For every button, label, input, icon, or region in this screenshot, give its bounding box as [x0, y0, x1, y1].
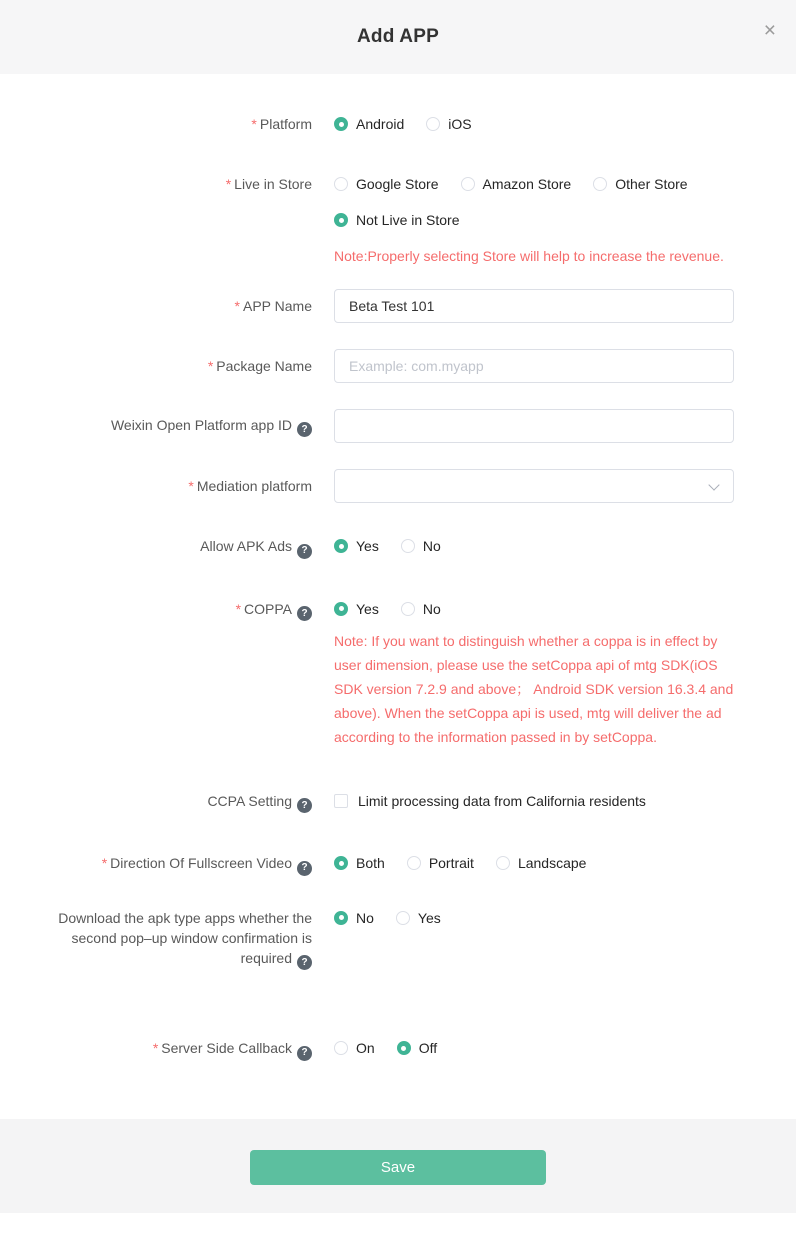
- server-side-callback-label: [40, 1038, 312, 1061]
- radio-label: Yes: [417, 909, 441, 926]
- radio-popup-yes[interactable]: [396, 908, 441, 928]
- radio-callback-off[interactable]: [397, 1038, 437, 1058]
- radio-unselected-icon: [334, 177, 348, 191]
- radio-google-store[interactable]: [334, 174, 439, 194]
- radio-label: Both: [356, 855, 385, 871]
- radio-label: Landscape: [517, 855, 587, 871]
- coppa-note: Note: If you want to distinguish whether a coppa is in effect by user dimension, please use the setCoppa api of mtg SDK(iOS SDK version 7.2.9 and above； Android SDK version 16.3.4 and above). When the setCoppa api is used, mtg will deliver the ad according to the information passed in by setCoppa.: [334, 632, 734, 745]
- checkbox-unchecked-icon: [334, 794, 348, 808]
- form-row-live-in-store: [40, 174, 734, 268]
- help-icon[interactable]: ?: [297, 606, 312, 621]
- radio-apk-ads-no[interactable]: [401, 536, 441, 556]
- form-row-ccpa-setting: [40, 791, 734, 814]
- radio-selected-icon: [334, 911, 348, 925]
- radio-unselected-icon: [461, 177, 475, 191]
- form-row-apk-second-popup: [40, 908, 734, 971]
- label-text: Package Name: [216, 358, 312, 374]
- radio-selected-icon: [397, 1041, 411, 1055]
- help-icon[interactable]: ?: [297, 861, 312, 876]
- radio-coppa-yes[interactable]: [334, 599, 379, 619]
- radio-label: Amazon Store: [482, 176, 572, 192]
- radio-selected-icon: [334, 856, 348, 870]
- fullscreen-video-direction-label: [40, 853, 312, 876]
- allow-apk-ads-label: [40, 536, 312, 559]
- form-row-weixin-app-id: [40, 409, 734, 443]
- radio-apk-ads-yes[interactable]: [334, 536, 379, 556]
- radio-android[interactable]: [334, 114, 404, 134]
- radio-unselected-icon: [593, 177, 607, 191]
- radio-amazon-store[interactable]: [461, 174, 572, 194]
- radio-unselected-icon: [396, 911, 410, 925]
- form-row-coppa: [40, 599, 734, 749]
- radio-label: No: [356, 909, 374, 926]
- label-text: Direction Of Fullscreen Video: [110, 855, 292, 871]
- save-button[interactable]: Save: [250, 1150, 546, 1185]
- radio-direction-both[interactable]: [334, 853, 385, 873]
- chevron-down-icon: [708, 479, 719, 490]
- dialog-body: [0, 74, 796, 1119]
- radio-label: Yes: [356, 538, 379, 554]
- form-row-platform: [40, 114, 734, 134]
- form-row-package-name: [40, 349, 734, 383]
- radio-label: Google Store: [356, 176, 439, 192]
- radio-label: On: [356, 1040, 375, 1056]
- mediation-platform-label: [40, 476, 312, 496]
- radio-label: Yes: [356, 600, 379, 617]
- help-icon[interactable]: ?: [297, 798, 312, 813]
- radio-coppa-no[interactable]: [401, 599, 441, 619]
- weixin-app-id-input[interactable]: [334, 409, 734, 443]
- radio-popup-no[interactable]: [334, 908, 374, 928]
- required-asterisk: *: [234, 298, 240, 314]
- help-icon[interactable]: ?: [297, 422, 312, 437]
- close-icon[interactable]: ×: [763, 19, 776, 42]
- label-text: Server Side Callback: [161, 1040, 292, 1056]
- required-asterisk: *: [251, 116, 257, 132]
- radio-selected-icon: [334, 117, 348, 131]
- radio-unselected-icon: [426, 117, 440, 131]
- required-asterisk: *: [235, 600, 242, 617]
- dialog-footer: [0, 1119, 796, 1213]
- label-text: APP Name: [243, 298, 312, 314]
- radio-not-live-in-store[interactable]: [334, 210, 460, 230]
- coppa-label: [40, 599, 312, 622]
- ccpa-limit-checkbox[interactable]: [334, 791, 646, 811]
- label-text: Allow APK Ads: [200, 538, 292, 554]
- label-text: Download the apk type apps whether the second pop–up window confirmation is required: [58, 909, 312, 966]
- help-icon[interactable]: ?: [297, 1046, 312, 1061]
- radio-direction-landscape[interactable]: [496, 853, 587, 873]
- form-row-mediation-platform: [40, 469, 734, 503]
- dialog-title: Add APP: [357, 26, 439, 47]
- label-text: Live in Store: [234, 176, 312, 192]
- radio-selected-icon: [334, 539, 348, 553]
- radio-unselected-icon: [401, 602, 415, 616]
- label-text: COPPA: [244, 600, 292, 617]
- mediation-platform-select[interactable]: [334, 469, 734, 503]
- app-name-input[interactable]: [334, 289, 734, 323]
- radio-label: Not Live in Store: [356, 212, 460, 228]
- radio-label: Android: [356, 116, 405, 132]
- radio-unselected-icon: [334, 1041, 348, 1055]
- radio-selected-icon: [334, 602, 348, 616]
- form-row-fullscreen-video-direction: [40, 853, 734, 876]
- label-text: Platform: [259, 116, 312, 132]
- radio-unselected-icon: [401, 539, 415, 553]
- label-text: Mediation platform: [196, 478, 312, 494]
- radio-selected-icon: [334, 213, 348, 227]
- package-name-label: [40, 356, 312, 376]
- required-asterisk: *: [101, 855, 108, 871]
- help-icon[interactable]: ?: [297, 544, 312, 559]
- platform-label: [40, 114, 312, 134]
- weixin-app-id-label: [40, 415, 312, 438]
- label-text: Weixin Open Platform app ID: [110, 416, 292, 433]
- ccpa-setting-label: [40, 791, 312, 814]
- radio-label: Other Store: [615, 176, 688, 192]
- required-asterisk: *: [188, 478, 194, 494]
- radio-other-store[interactable]: [593, 174, 687, 194]
- store-note: Note:Properly selecting Store will help to increase the revenue.: [334, 248, 724, 264]
- help-icon[interactable]: ?: [297, 955, 312, 970]
- form-row-app-name: [40, 289, 734, 323]
- radio-ios[interactable]: [426, 114, 471, 134]
- checkbox-label: Limit processing data from California residents: [358, 792, 646, 809]
- radio-label: Off: [418, 1040, 438, 1056]
- required-asterisk: *: [207, 358, 214, 374]
- dialog-header: [0, 0, 796, 74]
- radio-unselected-icon: [496, 856, 510, 870]
- radio-callback-on[interactable]: [334, 1038, 375, 1058]
- radio-unselected-icon: [407, 856, 421, 870]
- radio-direction-portrait[interactable]: [407, 853, 474, 873]
- required-asterisk: *: [225, 176, 232, 192]
- app-name-label: [40, 296, 312, 316]
- radio-label: No: [422, 600, 441, 617]
- apk-second-popup-label: [40, 908, 312, 971]
- radio-label: iOS: [448, 116, 472, 132]
- radio-label: Portrait: [428, 855, 474, 871]
- form-row-server-side-callback: [40, 1038, 734, 1061]
- label-text: CCPA Setting: [207, 792, 292, 809]
- package-name-input[interactable]: [334, 349, 734, 383]
- required-asterisk: *: [152, 1040, 159, 1056]
- form-row-allow-apk-ads: [40, 536, 734, 559]
- radio-label: No: [422, 538, 441, 554]
- live-in-store-label: [40, 174, 312, 194]
